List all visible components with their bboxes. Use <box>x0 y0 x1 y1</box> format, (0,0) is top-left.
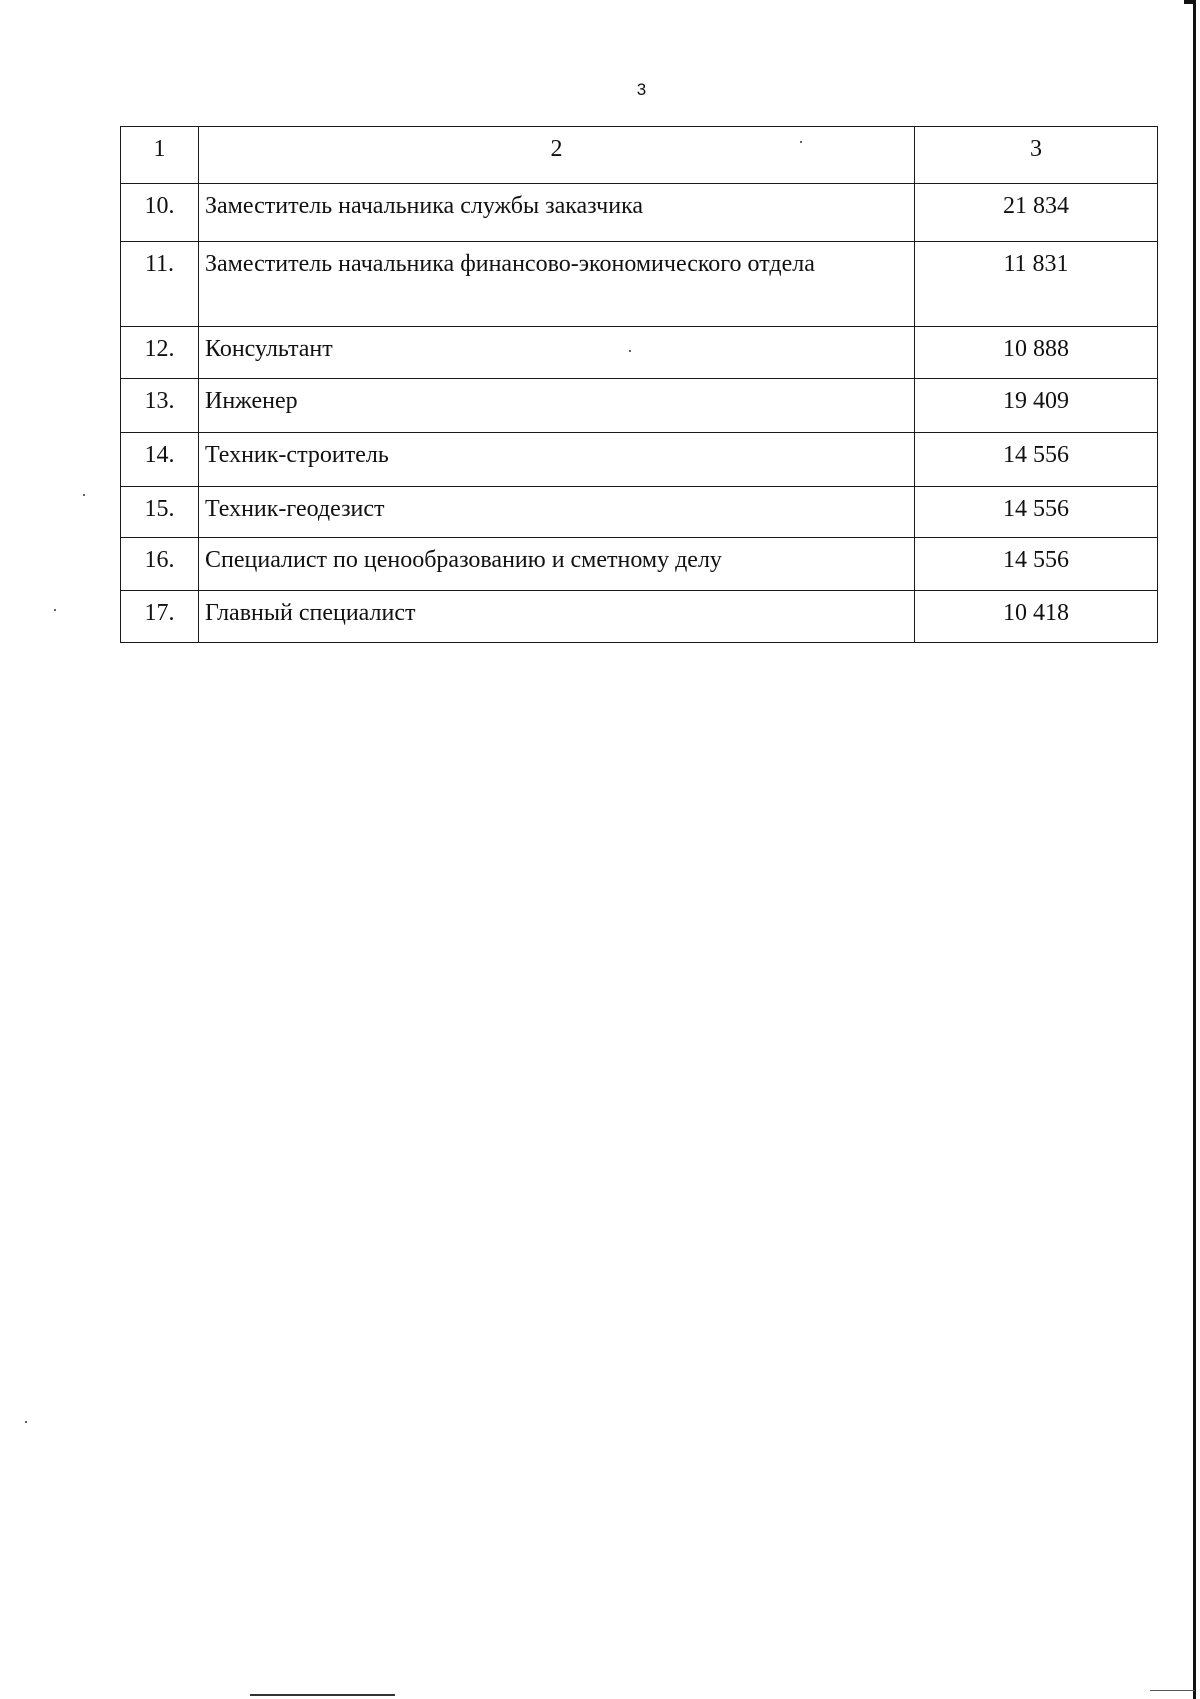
column-header-3: 3 <box>915 127 1158 184</box>
table-row <box>121 487 1158 538</box>
position-name: Заместитель начальника службы заказчика <box>199 184 915 242</box>
scan-bottom-line <box>250 1694 395 1696</box>
table-row <box>121 591 1158 643</box>
row-number: 13. <box>121 379 199 433</box>
row-number: 15. <box>121 487 199 538</box>
table-row <box>121 184 1158 242</box>
scan-speck <box>83 494 85 496</box>
column-header-1: 1 <box>121 127 199 184</box>
position-value: 14 556 <box>915 538 1158 591</box>
row-number: 10. <box>121 184 199 242</box>
table-row <box>121 433 1158 487</box>
table-row <box>121 242 1158 327</box>
position-name: Заместитель начальника финансово-экономического отдела <box>199 242 915 327</box>
table-row <box>121 538 1158 591</box>
table-row <box>121 327 1158 379</box>
position-value: 10 418 <box>915 591 1158 643</box>
scan-speck <box>54 609 56 611</box>
position-name: Инженер <box>199 379 915 433</box>
scan-corner-mark <box>1184 0 1193 4</box>
staff-table <box>120 126 1158 643</box>
table-header-row <box>121 127 1158 184</box>
position-name: Консультант <box>199 327 915 379</box>
position-name: Специалист по ценообразованию и сметному делу <box>199 538 915 591</box>
position-value: 10 888 <box>915 327 1158 379</box>
page-number: 3 <box>636 80 647 99</box>
position-value: 14 556 <box>915 487 1158 538</box>
position-name: Главный специалист <box>199 591 915 643</box>
position-name: Техник-строитель <box>199 433 915 487</box>
row-number: 12. <box>121 327 199 379</box>
position-value: 14 556 <box>915 433 1158 487</box>
position-value: 19 409 <box>915 379 1158 433</box>
scan-bottom-right-line <box>1150 1690 1195 1691</box>
row-number: 11. <box>121 242 199 327</box>
position-name: Техник-геодезист <box>199 487 915 538</box>
scan-edge-right <box>1193 0 1196 1699</box>
table-row <box>121 379 1158 433</box>
row-number: 17. <box>121 591 199 643</box>
column-header-2: 2 <box>199 127 915 184</box>
row-number: 16. <box>121 538 199 591</box>
row-number: 14. <box>121 433 199 487</box>
position-value: 21 834 <box>915 184 1158 242</box>
position-value: 11 831 <box>915 242 1158 327</box>
scan-speck <box>25 1421 27 1423</box>
